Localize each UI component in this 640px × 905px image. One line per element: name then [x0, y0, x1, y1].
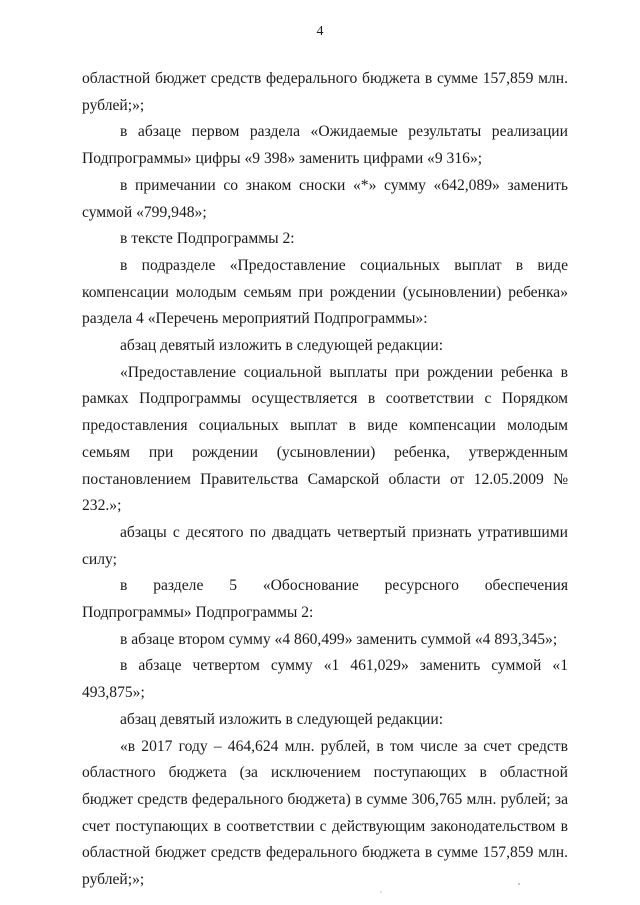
paragraph: абзац девятый изложить в следующей редакции:	[120, 337, 444, 355]
paragraph: в примечании со знаком сноски «*» сумму «642,089» заменить суммой «799,948»;	[82, 176, 568, 221]
paragraph: в подразделе «Предоставление социальных выплат в виде компенсации молодым семьям при рождении (усыновлении) ребенка» раздела 4 «Перечень мероприятий Подпрограммы»:	[82, 256, 568, 328]
speck	[518, 883, 519, 884]
paragraph: «в 2017 году – 464,624 млн. рублей, в том числе за счет средств областного бюджета (за исключением поступающих в областной бюджет средств федерального бюджета) в сумме 306,765 млн. рублей; за счет поступающих в соответствии с действующим законодательством в областной бюджет средств федерального бюджета в сумме 157,859 млн. рублей;»;	[82, 737, 568, 889]
speck	[380, 891, 381, 892]
paragraph: в абзаце втором сумму «4 860,499» заменить суммой «4 893,345»;	[120, 630, 558, 648]
paragraph: «Предоставление социальной выплаты при рождении ребенка в рамках Подпрограммы осуществляется в соответствии с Порядком предоставления социальных выплат в виде компенсации молодым семьям при рождении (усыновлении) ребенка, утвержденным постановлением Правительства Самарской области от 12.05.2009 № 232.»;	[82, 363, 568, 515]
paragraph: в разделе 5 «Обоснование ресурсного обеспечения Подпрограммы» Подпрограммы 2:	[82, 577, 568, 622]
paragraph: абзац девятый изложить в следующей редакции:	[120, 710, 444, 728]
paragraph: в тексте Подпрограммы 2:	[120, 230, 295, 248]
page-number: 4	[316, 24, 324, 39]
paragraph: абзацы с десятого по двадцать четвертый признать утратившими силу;	[82, 523, 568, 568]
paragraph: в абзаце первом раздела «Ожидаемые результаты реализации Подпрограммы» цифры «9 398» заменить цифрами «9 316»;	[82, 123, 568, 168]
paragraph: в абзаце четвертом сумму «1 461,029» заменить суммой «1 493,875»;	[82, 657, 568, 702]
paragraph: областной бюджет средств федерального бюджета в сумме 157,859 млн. рублей;»;	[82, 70, 568, 114]
